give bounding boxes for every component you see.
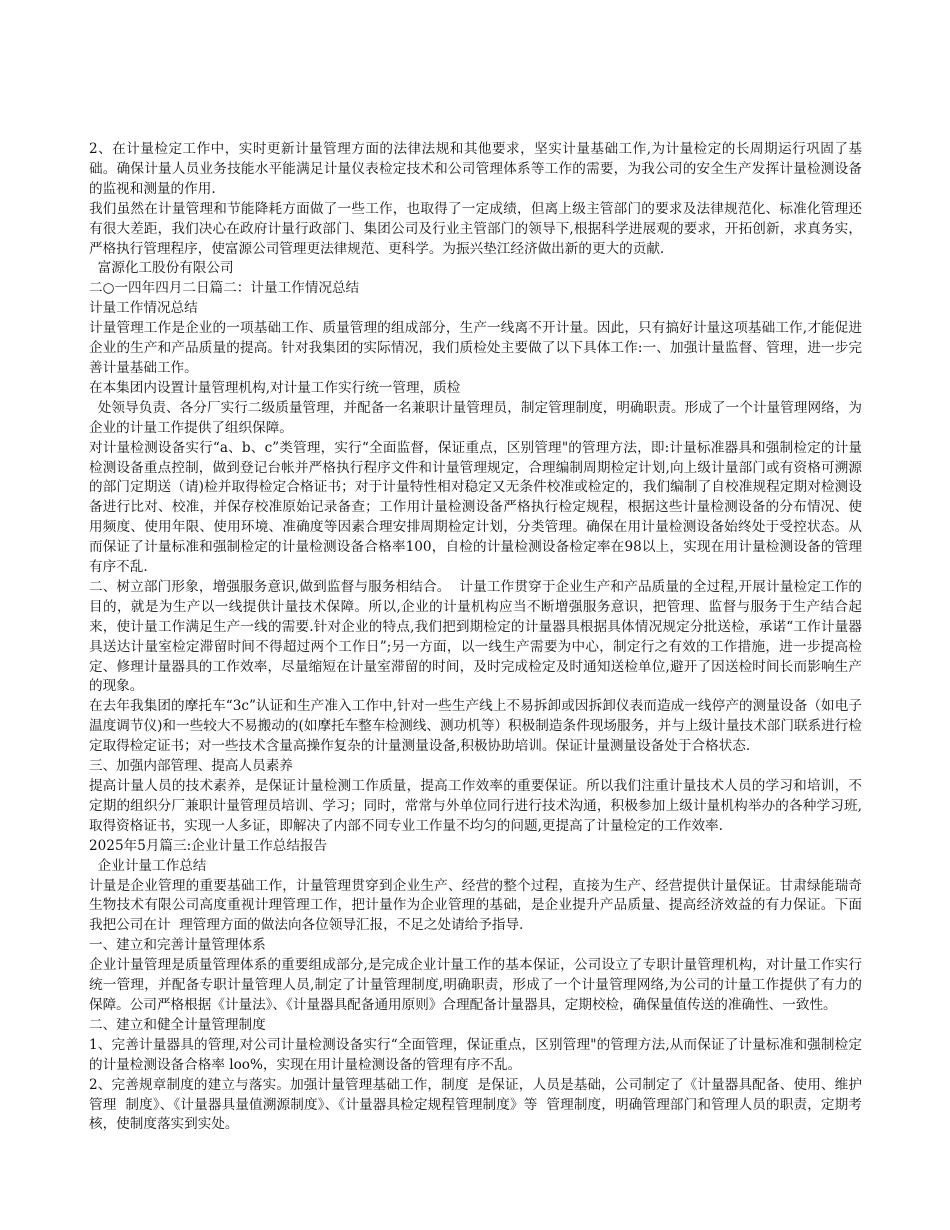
section-title: 企业计量工作总结 bbox=[89, 857, 207, 874]
subheading: 二、建立和健全计量管理制度 bbox=[89, 1016, 266, 1033]
document-body bbox=[89, 140, 862, 1135]
paragraph: 我们虽然在计量管理和节能降耗方面做了一些工作，也取得了一定成绩，但离上级主管部门的要求及法律规范化、标准化管理还有很大差距，我们决心在政府计量行政部门、集团公司及行业主管部门的领导下,根据科学进展观的要求，开拓创新，求真务实，严格执行管理程序，使富源公司管理更法律规范、更科学。为振兴垫江经济做出新的更大的贡献. bbox=[89, 200, 862, 257]
date-and-section-heading: 2025年5月篇三:企业计量工作总结报告 bbox=[89, 837, 328, 854]
company-signature: 富源化工股份有限公司 bbox=[89, 260, 234, 277]
subheading: 三、加强内部管理、提高人员素养 bbox=[89, 758, 293, 775]
paragraph: 在去年我集团的摩托车“3c”认证和生产准入工作中,针对一些生产线上不易拆卸或因拆卸仪表而造成一线停产的测量设备（如电子温度调节仪)和一些较大不易搬动的(如摩托车整车检测线、测功机等）积极制造条件现场服务，并与上级计量技术部门联系进行检定取得检定证书；对一些技术含量高操作复杂的计量测量设备,积极协助培训。保证计量测量设备处于合格状态. bbox=[89, 698, 862, 755]
paragraph: 计量是企业管理的重要基础工作，计量管理贯穿到企业生产、经营的整个过程，直接为生产、经营提供计量保证。甘肃绿能瑞奇生物技术有限公司高度重视计理管理工作，把计量作为企业管理的基础，是企业提升产品质量、提高经济效益的有力保证。下面我把公司在计 理管理方面的做法向各位领导汇报，不足之处请给予指导. bbox=[89, 877, 862, 934]
paragraph: 提高计量人员的技术素养，是保证计量检测工作质量，提高工作效率的重要保证。所以我们注重计量技术人员的学习和培训，不定期的组织分厂兼职计量管理员培训、学习；同时，常常与外单位同行进行技术沟通，积极参加上级计量机构举办的各种学习班,取得资格证书，实现一人多证，即解决了内部不同专业工作量不均匀的问题,更提高了计量检定的工作效率. bbox=[89, 778, 862, 834]
paragraph: 2、完善规章制度的建立与落实。加强计量管理基础工作，制度 是保证，人员是基础，公司制定了《计量器具配备、使用、维护管理 制度》、《计量器具量值溯源制度》、《计量器具检定规程管理制度》等 管理制度，明确管理部门和管理人员的职责，定期考核，使制度落实到实处。 bbox=[89, 1076, 862, 1133]
section-title: 计量工作情况总结 bbox=[89, 300, 198, 317]
paragraph: 处领导负责、各分厂实行二级质量管理，并配备一名兼职计量管理员，制定管理制度，明确职责。形成了一个计量管理网络，为企业的计量工作提供了组织保障。 bbox=[89, 399, 862, 436]
paragraph: 企业计量管理是质量管理体系的重要组成部分,是完成企业计量工作的基本保证，公司设立了专职计量管理机构，对计量工作实行统一管理，并配备专职计量管理人员,制定了计量管理制度,明确职责，形成了一个计量管理网络,为公司的计量工作提供了有力的保障。公司严格根据《计量法》、《计量器具配备通用原则》合理配备计量器具，定期校检，确保量值传送的准确性、一致性。 bbox=[89, 957, 862, 1013]
paragraph: 对计量检测设备实行“a、b、c”类管理，实行“全面监督，保证重点，区别管理"的管理方法，即:计量标准器具和强制检定的计量检测设备重点控制，做到登记台帐并严格执行程序文件和计量管理规定，合理编制周期检定计划,向上级计量部门或有资格可溯源的部门定期送（请)检并取得检定合格证书；对于计量特性相对稳定又无条件校准或检定的，我们编制了自校准规程定期对检测设备进行比对、校准，并保存校准原始记录备查；工作用计量检测设备严格执行检定规程，根据这些计量检测设备的分布情况、使用频度、使用年限、使用环境、准确度等因素合理安排周期检定计划，分类管理。确保在用计量检测设备始终处于受控状态。从而保证了计量标准和强制检定的计量检测设备合格率100，自检的计量检测设备检定率在98以上，实现在用计量检测设备的管理有序不乱. bbox=[89, 439, 862, 576]
subheading: 一、建立和完善计量管理体系 bbox=[89, 937, 266, 954]
paragraph: 二、树立部门形象，增强服务意识,做到监督与服务相结合。 计量工作贯穿于企业生产和产品质量的全过程,开展计量检定工作的目的，就是为生产以一线提供计量技术保障。所以,企业的计量机构应当不断增强服务意识，把管理、监督与服务于生产结合起来，使计量工作满足生产一线的需要.针对企业的特点,我们把到期检定的计量器具根据具体情况规定分批送检，承诺“工作计量器具送达计量室检定滞留时间不得超过两个工作日”;另一方面，以一线生产需要为中心，制定行之有效的工作措施，进一步提高检定、修理计量器具的工作效率，尽量缩短在计量室滞留的时间，及时完成检定及时通知送检单位,避开了因送检时间长而影响生产的现象。 bbox=[89, 578, 862, 695]
paragraph: 2、在计量检定工作中，实时更新计量管理方面的法律法规和其他要求，坚实计量基础工作,为计量检定的长周期运行巩固了基础。确保计量人员业务技能水平能满足计量仪表检定技术和公司管理体系等工作的需要，为我公司的安全生产发挥计量检测设备的监视和测量的作用. bbox=[89, 141, 862, 197]
paragraph: 在本集团内设置计量管理机构,对计量工作实行统一管理，质检 bbox=[89, 379, 461, 396]
paragraph: 计量管理工作是企业的一项基础工作、质量管理的组成部分，生产一线离不开计量。因此，只有搞好计量这项基础工作,才能促进企业的生产和产品质量的提高。针对我集团的实际情况，我们质检处主要做了以下具体工作:一、加强计量监督、管理，进一步完善计量基础工作。 bbox=[89, 320, 862, 376]
paragraph: 1、完善计量器具的管理,对公司计量检测设备实行“全面管理，保证重点，区别管理"的管理方法,从而保证了计量标准和强制检定的计量检测设备合格率 loo%，实现在用计量检测设备的管理有序不乱。 bbox=[89, 1036, 862, 1073]
date-and-section-heading: 二○一四年四月二日篇二：计量工作情况总结 bbox=[89, 280, 360, 297]
